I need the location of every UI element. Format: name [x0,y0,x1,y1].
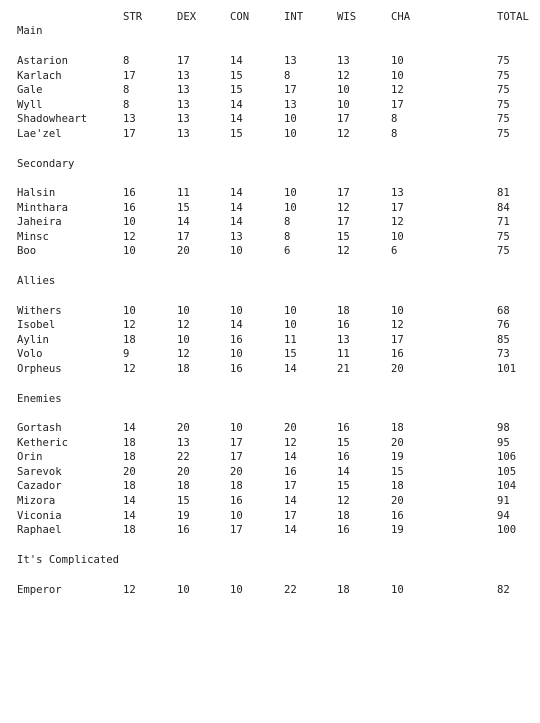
character-name: Ketheric [17,436,69,449]
stat-total: 68 [497,304,510,317]
stat-int: 10 [284,304,297,317]
stat-dex: 18 [177,362,190,375]
stat-int: 13 [284,98,297,111]
section-title [0,274,540,288]
stat-total: 106 [497,451,517,464]
table-row [0,215,540,229]
stat-total: 84 [497,201,510,214]
stat-wis: 10 [337,98,350,111]
section-title-enemies: Enemies [17,392,62,405]
stat-wis: 15 [337,230,350,243]
table-row [0,230,540,244]
section-title [0,392,540,406]
stat-total: 101 [497,362,517,375]
stat-wis: 13 [337,55,350,67]
stat-str: 12 [123,584,136,596]
stat-con: 16 [230,495,243,507]
stat-str: 14 [123,495,136,507]
stat-int: 14 [284,524,297,537]
stat-dex: 13 [177,84,190,97]
table-row [0,98,540,112]
stat-int: 17 [284,509,297,522]
section-title-secondary: Secondary [17,157,75,170]
stat-dex: 20 [177,422,190,434]
character-name: Sarevok [17,465,62,478]
character-name: Raphael [17,524,62,537]
stat-dex: 10 [177,304,190,317]
section-title-main: Main [17,25,43,37]
stat-str: 10 [123,216,136,229]
stat-int: 15 [284,348,297,361]
stat-str: 8 [123,98,130,111]
stat-cha: 18 [391,422,404,434]
character-name: Aylin [17,333,49,346]
stat-str: 20 [123,465,136,478]
stat-str: 10 [123,245,136,258]
table-row [0,509,540,523]
stat-dex: 13 [177,113,190,126]
table-row [0,83,540,97]
stat-con: 10 [230,509,243,522]
stat-cha: 19 [391,451,404,464]
stat-wis: 13 [337,333,350,346]
table-row [0,450,540,464]
stat-con: 15 [230,69,243,82]
stat-cha: 10 [391,230,404,243]
stat-str: 12 [123,319,136,332]
table-row [0,479,540,493]
stat-int: 11 [284,333,297,346]
stat-dex: 15 [177,201,190,214]
table-row [0,347,540,361]
stat-int: 14 [284,451,297,464]
header-total: TOTAL [497,11,529,23]
stat-wis: 14 [337,465,350,478]
stat-total: 95 [497,436,510,449]
stat-cha: 13 [391,187,404,199]
table-row [0,421,540,435]
stat-str: 16 [123,187,136,199]
character-name: Wyll [17,98,43,111]
stat-dex: 12 [177,348,190,361]
stat-str: 12 [123,230,136,243]
stat-str: 18 [123,524,136,537]
character-name: Lae'zel [17,128,62,140]
stat-total: 81 [497,187,510,199]
character-name: Gale [17,84,43,97]
stat-wis: 18 [337,304,350,317]
stat-str: 8 [123,84,130,97]
section-title-its-complicated: It's Complicated [17,554,120,566]
character-name: Gortash [17,422,62,434]
stat-con: 20 [230,465,243,478]
stat-dex: 10 [177,584,190,596]
stat-total: 85 [497,333,510,346]
character-name: Mizora [17,495,56,507]
stat-cha: 17 [391,333,404,346]
stat-int: 8 [284,230,291,243]
stat-cha: 10 [391,69,404,82]
character-name: Jaheira [17,216,62,229]
stat-wis: 17 [337,216,350,229]
stat-int: 8 [284,69,291,82]
stat-con: 10 [230,245,243,258]
character-name: Viconia [17,509,62,522]
stat-wis: 11 [337,348,350,361]
character-name: Shadowheart [17,113,88,126]
table-row [0,201,540,215]
stat-total: 75 [497,245,510,258]
stat-con: 14 [230,201,243,214]
stat-dex: 20 [177,245,190,258]
table-row [0,362,540,376]
stat-cha: 18 [391,480,404,493]
stat-str: 18 [123,333,136,346]
section-title [0,157,540,171]
stat-int: 12 [284,436,297,449]
stat-cha: 20 [391,436,404,449]
table-row [0,436,540,450]
stat-wis: 12 [337,128,350,140]
stat-str: 18 [123,436,136,449]
table-row [0,465,540,479]
stat-total: 98 [497,422,510,434]
character-name: Orpheus [17,362,62,375]
stat-int: 13 [284,55,297,67]
stat-total: 71 [497,216,510,229]
stat-cha: 8 [391,113,398,126]
stat-cha: 10 [391,304,404,317]
character-name: Isobel [17,319,56,332]
stat-total: 75 [497,113,510,126]
table-row [0,186,540,200]
table-row [0,54,540,68]
table-row [0,318,540,332]
stat-dex: 16 [177,524,190,537]
stat-cha: 12 [391,84,404,97]
stat-cha: 19 [391,524,404,537]
stat-dex: 12 [177,319,190,332]
header-row [0,10,540,24]
stat-cha: 17 [391,98,404,111]
stat-str: 10 [123,304,136,317]
stat-cha: 20 [391,362,404,375]
stat-con: 14 [230,113,243,126]
stat-dex: 15 [177,495,190,507]
stat-int: 6 [284,245,291,258]
stat-con: 10 [230,348,243,361]
stat-dex: 18 [177,480,190,493]
stat-int: 14 [284,362,297,375]
stat-con: 14 [230,98,243,111]
stat-int: 20 [284,422,297,434]
character-name: Minthara [17,201,69,214]
stat-total: 75 [497,230,510,243]
table-row [0,127,540,141]
stat-con: 17 [230,436,243,449]
stat-con: 15 [230,128,243,140]
stat-int: 17 [284,84,297,97]
stat-cha: 15 [391,465,404,478]
stat-con: 14 [230,216,243,229]
character-name: Astarion [17,55,69,67]
stat-total: 75 [497,69,510,82]
stat-total: 73 [497,348,510,361]
stat-wis: 21 [337,362,350,375]
section-title [0,24,540,38]
stat-total: 105 [497,465,517,478]
stat-int: 16 [284,465,297,478]
stat-total: 76 [497,319,510,332]
stat-str: 17 [123,69,136,82]
stat-dex: 14 [177,216,190,229]
stat-con: 16 [230,333,243,346]
stat-dex: 11 [177,187,190,199]
stat-wis: 17 [337,113,350,126]
stat-cha: 10 [391,584,404,596]
stat-int: 14 [284,495,297,507]
character-name: Withers [17,304,62,317]
stat-int: 10 [284,319,297,332]
table-row [0,494,540,508]
stat-wis: 18 [337,509,350,522]
table-row [0,304,540,318]
stat-cha: 16 [391,348,404,361]
section-title [0,553,540,567]
stat-con: 17 [230,524,243,537]
stat-wis: 16 [337,319,350,332]
stat-wis: 15 [337,436,350,449]
stat-con: 16 [230,362,243,375]
stat-con: 14 [230,55,243,67]
stat-str: 8 [123,55,130,67]
section-title-allies: Allies [17,275,56,287]
stat-int: 8 [284,216,291,229]
stat-str: 9 [123,348,130,361]
stat-dex: 17 [177,55,190,67]
stat-dex: 13 [177,98,190,111]
stat-wis: 12 [337,245,350,258]
stat-wis: 17 [337,187,350,199]
stat-dex: 10 [177,333,190,346]
stat-int: 10 [284,187,297,199]
stat-total: 91 [497,495,510,507]
stat-con: 14 [230,319,243,332]
stat-con: 10 [230,422,243,434]
character-name: Volo [17,348,43,361]
header-con: CON [230,11,250,23]
character-name: Boo [17,245,37,258]
stat-total: 75 [497,128,510,140]
stat-cha: 16 [391,509,404,522]
stat-con: 13 [230,230,243,243]
stat-total: 75 [497,55,510,67]
stat-total: 75 [497,84,510,97]
character-name: Emperor [17,584,62,596]
stat-int: 10 [284,128,297,140]
stat-str: 16 [123,201,136,214]
character-name: Halsin [17,187,56,199]
header-wis: WIS [337,11,357,23]
character-name: Orin [17,451,43,464]
table-row [0,112,540,126]
stat-int: 22 [284,584,297,596]
stat-wis: 12 [337,201,350,214]
stat-dex: 20 [177,465,190,478]
header-dex: DEX [177,11,197,23]
header-cha: CHA [391,11,411,23]
header-int: INT [284,11,304,23]
stat-con: 10 [230,304,243,317]
stat-con: 18 [230,480,243,493]
stat-str: 18 [123,480,136,493]
stat-con: 15 [230,84,243,97]
stat-total: 82 [497,584,510,596]
stat-str: 14 [123,509,136,522]
stat-cha: 10 [391,55,404,67]
stat-int: 17 [284,480,297,493]
character-name: Karlach [17,69,62,82]
stat-total: 100 [497,524,517,537]
stat-wis: 16 [337,451,350,464]
stat-dex: 17 [177,230,190,243]
stat-con: 14 [230,187,243,199]
stat-cha: 12 [391,216,404,229]
stat-total: 94 [497,509,510,522]
stat-total: 104 [497,480,517,493]
stat-dex: 22 [177,451,190,464]
table-row [0,69,540,83]
stat-str: 12 [123,362,136,375]
stat-wis: 10 [337,84,350,97]
stat-int: 10 [284,201,297,214]
stat-wis: 16 [337,524,350,537]
stat-wis: 18 [337,584,350,596]
stat-wis: 12 [337,495,350,507]
table-row [0,333,540,347]
stat-str: 17 [123,128,136,140]
stat-str: 14 [123,422,136,434]
stat-dex: 13 [177,436,190,449]
stat-cha: 20 [391,495,404,507]
stat-wis: 15 [337,480,350,493]
stat-cha: 12 [391,319,404,332]
stat-cha: 6 [391,245,398,258]
stat-dex: 13 [177,69,190,82]
stat-cha: 17 [391,201,404,214]
character-name: Cazador [17,480,62,493]
header-str: STR [123,11,143,23]
character-name: Minsc [17,230,49,243]
table-row [0,583,540,597]
stat-wis: 12 [337,69,350,82]
stat-total: 75 [497,98,510,111]
table-row [0,244,540,258]
stat-con: 17 [230,451,243,464]
stat-int: 10 [284,113,297,126]
table-row [0,523,540,537]
stat-dex: 13 [177,128,190,140]
stat-dex: 19 [177,509,190,522]
stat-con: 10 [230,584,243,596]
stat-cha: 8 [391,128,398,140]
stat-wis: 16 [337,422,350,434]
stat-str: 18 [123,451,136,464]
stat-str: 13 [123,113,136,126]
